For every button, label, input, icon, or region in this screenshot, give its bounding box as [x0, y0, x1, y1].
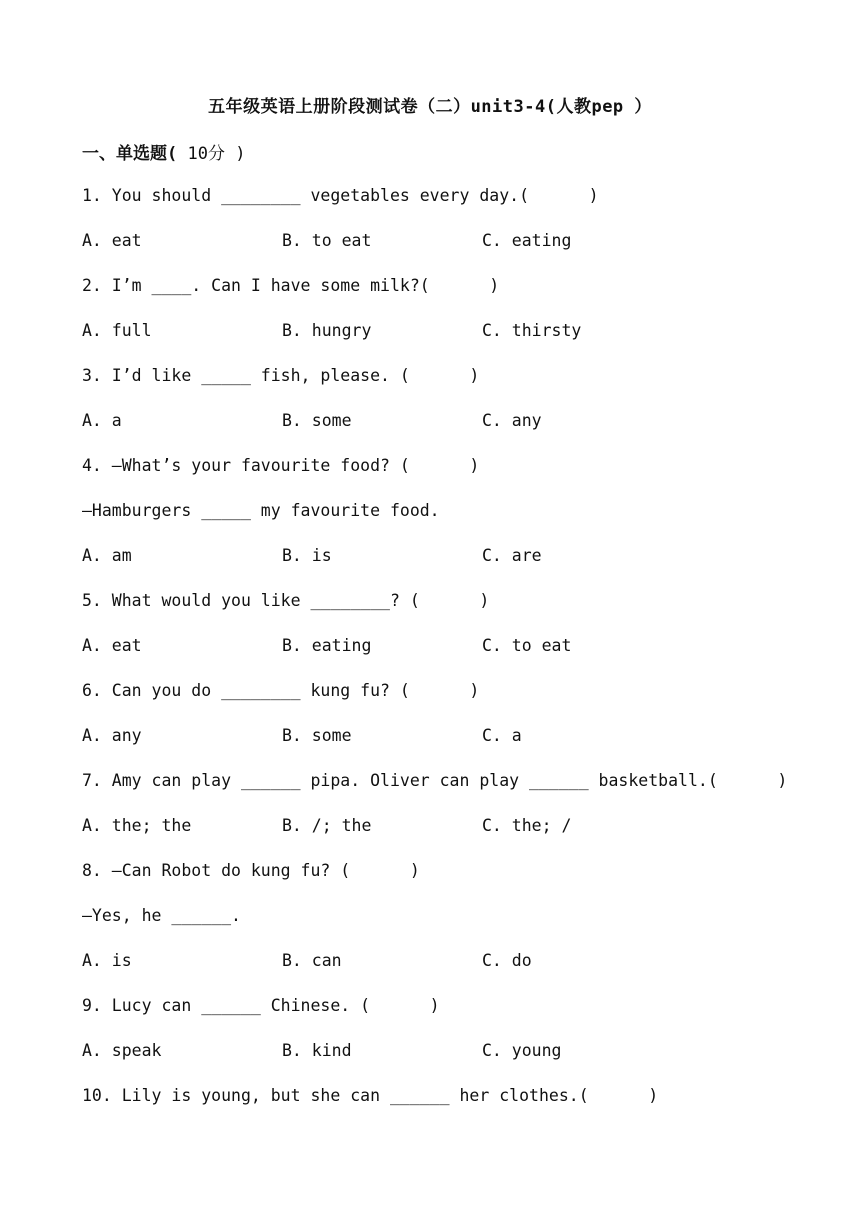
option-a[interactable]: A. speak [82, 1041, 162, 1060]
option-a[interactable]: A. am [82, 546, 132, 565]
option-b[interactable]: B. to eat [282, 231, 372, 250]
option-c[interactable]: C. the; / [482, 816, 572, 835]
option-a[interactable]: A. any [82, 726, 142, 745]
option-c[interactable]: C. eating [482, 231, 572, 250]
option-b[interactable]: B. is [282, 546, 332, 565]
section-close: ) [235, 144, 246, 164]
question-stem: 2. I’m ____. Can I have some milk?( ) [82, 276, 500, 295]
option-a[interactable]: A. eat [82, 231, 142, 250]
option-a[interactable]: A. the; the [82, 816, 192, 835]
section-heading [82, 139, 245, 164]
option-b[interactable]: B. eating [282, 636, 372, 655]
question-stem: 3. I’d like _____ fish, please. ( ) [82, 366, 480, 385]
option-c[interactable]: C. a [482, 726, 522, 745]
option-b[interactable]: B. kind [282, 1041, 352, 1060]
option-b[interactable]: B. /; the [282, 816, 372, 835]
section-label: 一、单选题( [82, 144, 178, 164]
option-c[interactable]: C. any [482, 411, 542, 430]
option-c[interactable]: C. thirsty [482, 321, 582, 340]
option-a[interactable]: A. eat [82, 636, 142, 655]
page-title: 五年级英语上册阶段测试卷（二）unit3-4(人教pep ） [208, 97, 652, 117]
option-b[interactable]: B. hungry [282, 321, 372, 340]
question-stem: 6. Can you do ________ kung fu? ( ) [82, 681, 480, 700]
option-a[interactable]: A. full [82, 321, 152, 340]
question-stem: 8. —Can Robot do kung fu? ( ) [82, 861, 420, 880]
question-response-line: —Yes, he ______. [82, 906, 241, 925]
question-response-line: —Hamburgers _____ my favourite food. [82, 501, 440, 520]
option-a[interactable]: A. is [82, 951, 132, 970]
option-c[interactable]: C. are [482, 546, 542, 565]
question-stem: 9. Lucy can ______ Chinese. ( ) [82, 996, 440, 1015]
option-b[interactable]: B. some [282, 726, 352, 745]
question-stem: 10. Lily is young, but she can ______ her clothes.( ) [82, 1086, 659, 1105]
section-score: 10分 [177, 144, 236, 164]
question-stem: 5. What would you like ________? ( ) [82, 591, 490, 610]
option-c[interactable]: C. young [482, 1041, 562, 1060]
option-b[interactable]: B. some [282, 411, 352, 430]
option-b[interactable]: B. can [282, 951, 342, 970]
question-stem: 4. —What’s your favourite food? ( ) [82, 456, 480, 475]
option-c[interactable]: C. to eat [482, 636, 572, 655]
option-c[interactable]: C. do [482, 951, 532, 970]
question-stem: 1. You should ________ vegetables every day.( ) [82, 186, 599, 205]
option-a[interactable]: A. a [82, 411, 122, 430]
question-stem: 7. Amy can play ______ pipa. Oliver can play ______ basketball.( ) [82, 771, 788, 790]
